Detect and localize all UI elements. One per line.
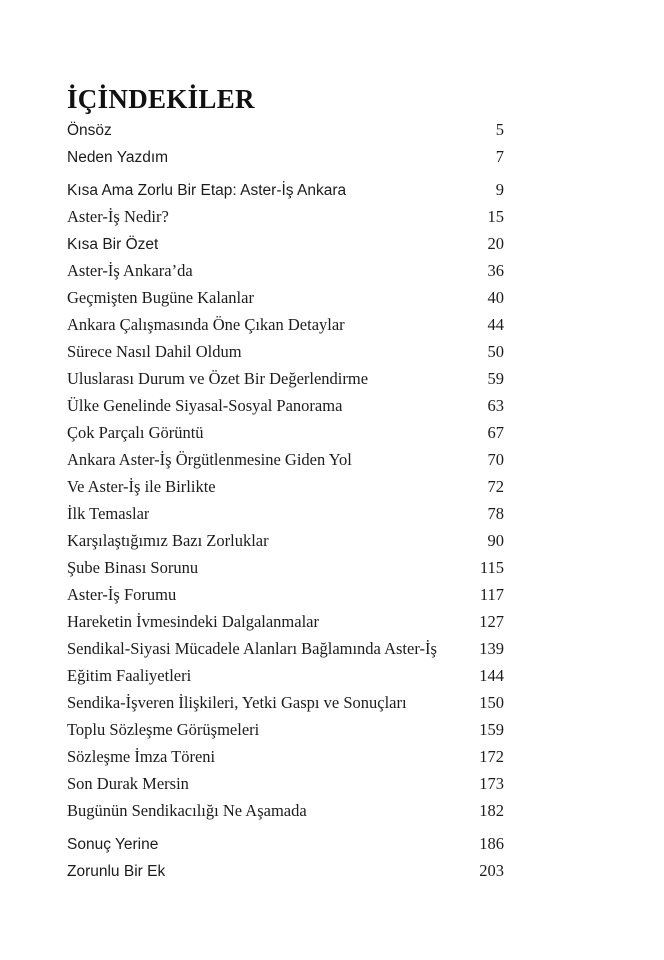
toc-entry-title: Kısa Ama Zorlu Bir Etap: Aster-İş Ankara (67, 182, 347, 199)
toc-entry-page: 7 (495, 147, 504, 166)
toc-entry (67, 583, 504, 607)
toc-entry-title: Şube Binası Sorunu (67, 558, 199, 577)
toc-entry (67, 859, 504, 883)
toc-entry-page: 50 (487, 342, 504, 361)
toc-entry-title: Aster-İş Forumu (67, 585, 177, 604)
toc-entry (67, 145, 504, 169)
toc-entry-page: 15 (487, 207, 504, 226)
toc-entry-title: Sendika-İşveren İlişkileri, Yetki Gaspı ve Sonuçları (67, 693, 407, 712)
toc-entry-title: Son Durak Mersin (67, 774, 189, 793)
toc-entry-title: Ülke Genelinde Siyasal-Sosyal Panorama (67, 396, 343, 415)
toc-entry (67, 178, 504, 202)
toc-entry-page: 70 (487, 450, 504, 469)
toc-entry-title: Önsöz (67, 122, 112, 139)
toc-entry-title: İlk Temaslar (67, 504, 150, 523)
toc-entry (67, 232, 504, 256)
toc-entry (67, 799, 504, 823)
toc-entry-page: 115 (479, 558, 504, 577)
toc-entry-title: Sonuç Yerine (67, 836, 159, 853)
toc-entry-title: Çok Parçalı Görüntü (67, 423, 204, 442)
toc-entry-title: Bugünün Sendikacılığı Ne Aşamada (67, 801, 307, 820)
toc-entry-title: Zorunlu Bir Ek (67, 863, 166, 880)
toc-entry-title: Hareketin İvmesindeki Dalgalanmalar (67, 612, 319, 631)
toc-entry-title: Neden Yazdım (67, 149, 169, 166)
toc-entry-page: 172 (479, 747, 504, 766)
toc-entry-title: Aster-İş Ankara’da (67, 261, 193, 280)
toc-entry-page: 20 (487, 234, 504, 253)
toc-entry-title: Ankara Aster-İş Örgütlenmesine Giden Yol (67, 450, 352, 469)
page-title: İÇİNDEKİLER (67, 84, 255, 114)
toc-entry (67, 556, 504, 580)
toc-entry-title: Ankara Çalışmasında Öne Çıkan Detaylar (67, 315, 345, 334)
toc-entry (67, 832, 504, 856)
toc-entry-title: Geçmişten Bugüne Kalanlar (67, 288, 254, 307)
toc-entry-title: Ve Aster-İş ile Birlikte (67, 477, 216, 496)
toc-entry (67, 772, 504, 796)
toc-entry (67, 475, 504, 499)
toc-entry-page: 203 (479, 861, 504, 880)
toc-entry-title: Kısa Bir Özet (67, 236, 159, 253)
toc-entry-title: Eğitim Faaliyetleri (67, 666, 192, 685)
toc-entry-page: 36 (487, 261, 504, 280)
toc-entry (67, 448, 504, 472)
toc-entry (67, 286, 504, 310)
toc-entry-page: 159 (479, 720, 504, 739)
toc-entry-page: 40 (487, 288, 504, 307)
toc-entry-page: 44 (487, 315, 504, 334)
toc-entry-title: Sözleşme İmza Töreni (67, 747, 216, 766)
toc-entry (67, 421, 504, 445)
toc-entry (67, 394, 504, 418)
toc-entry (67, 367, 504, 391)
toc-entry-page: 72 (487, 477, 504, 496)
toc-entry-page: 117 (479, 585, 504, 604)
toc-entry-page: 182 (479, 801, 504, 820)
toc-entry (67, 637, 504, 661)
toc-entry-title: Aster-İş Nedir? (67, 207, 169, 226)
toc-entry (67, 313, 504, 337)
toc-entry-page: 5 (495, 120, 504, 139)
toc-entry (67, 205, 504, 229)
toc-entry-title: Sendikal-Siyasi Mücadele Alanları Bağlamında Aster-İş (67, 639, 437, 658)
toc-entry-title: Sürece Nasıl Dahil Oldum (67, 342, 242, 361)
toc-entry-page: 127 (479, 612, 504, 631)
toc-entry-page: 9 (495, 180, 504, 199)
toc-entry (67, 745, 504, 769)
toc-entry-page: 186 (479, 834, 504, 853)
toc-entry (67, 691, 504, 715)
toc-entry-page: 59 (487, 369, 504, 388)
toc-entry-title: Uluslarası Durum ve Özet Bir Değerlendirme (67, 369, 369, 388)
toc-entry-page: 67 (487, 423, 504, 442)
toc-entry-page: 173 (479, 774, 504, 793)
toc-entry (67, 118, 504, 142)
toc-entry (67, 529, 504, 553)
toc-entry (67, 664, 504, 688)
toc-entry-page: 144 (479, 666, 504, 685)
toc-entry (67, 610, 504, 634)
toc-entry-page: 150 (479, 693, 504, 712)
toc-entry-page: 139 (479, 639, 504, 658)
toc-entry (67, 718, 504, 742)
toc-entry-page: 78 (487, 504, 504, 523)
toc-entry (67, 340, 504, 364)
toc-entry-page: 63 (487, 396, 504, 415)
toc-entry-title: Karşılaştığımız Bazı Zorluklar (67, 531, 269, 550)
toc-entry-title: Toplu Sözleşme Görüşmeleri (67, 720, 260, 739)
toc-entry (67, 502, 504, 526)
toc-entry-page: 90 (487, 531, 504, 550)
toc-entry (67, 259, 504, 283)
